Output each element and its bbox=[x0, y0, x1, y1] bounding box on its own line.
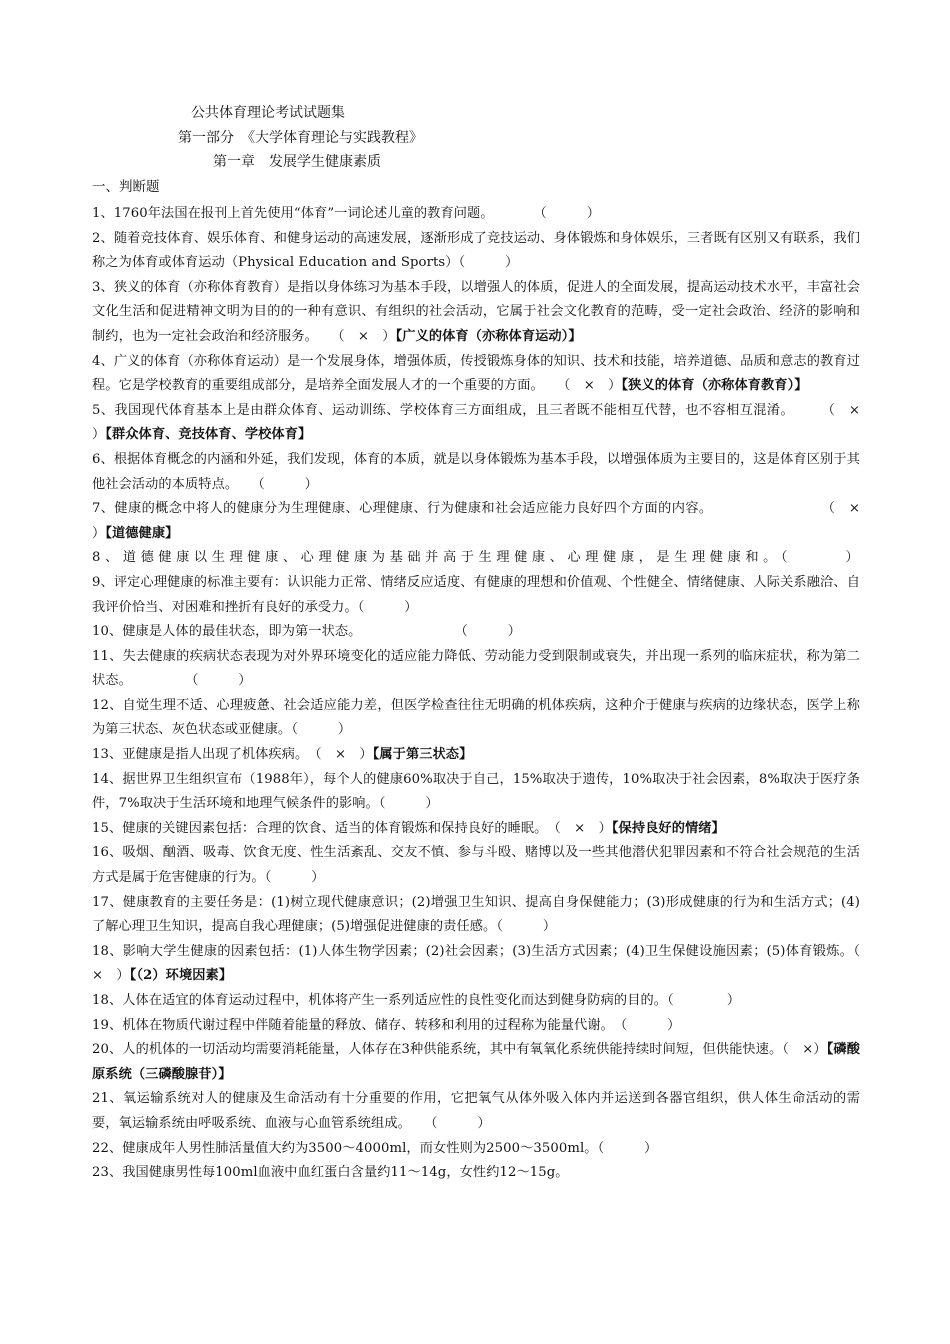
section-heading: 一、判断题 bbox=[92, 179, 160, 195]
question-text: 8、道德健康以生理健康、心理健康为基础并高于生理健康、心理健康，是生理健康和。（ ） bbox=[92, 550, 864, 566]
question-item bbox=[92, 1038, 860, 1087]
question-item bbox=[92, 202, 860, 227]
question-item bbox=[92, 546, 864, 571]
question-item bbox=[92, 1087, 860, 1136]
question-text: 2、随着竞技体育、娱乐体育、和健身运动的高速发展，逐渐形成了竞技运动、身体锻炼和身体娱乐，三者既有区别又有联系，我们称之为体育或体育运动（Physical Education and Sports）（ ） bbox=[92, 230, 860, 271]
question-text: 21、氧运输系统对人的健康及生命活动有十分重要的作用，它把氧气从体外吸入体内并运送到各器官组织，供人体生命活动的需要，氧运输系统由呼吸系统、血液与心血管系统组成。 （ ） bbox=[92, 1091, 860, 1131]
document-title: 公共体育理论考试试题集 bbox=[191, 105, 345, 121]
question-item bbox=[92, 841, 860, 890]
question-text: 4、广义的体育（亦称体育运动）是一个发展身体，增强体质，传授锻炼身体的知识、技术和技能，培养道德、品质和意志的教育过程。它是学校教育的重要组成部分，是培养全面发展人才的一个重要的方面。 （ × ） bbox=[92, 353, 860, 394]
question-text: 16、吸烟、酗酒、吸毒、饮食无度、性生活紊乱、交友不慎、参与斗殴、赌博以及一些其他潜伏犯罪因素和不符合社会规范的生活方式是属于危害健康的行为。（ ） bbox=[92, 845, 860, 886]
question-item bbox=[92, 645, 860, 694]
question-item bbox=[92, 768, 860, 817]
chapter-heading: 第一章 发展学生健康素质 bbox=[213, 154, 381, 170]
question-item bbox=[92, 1161, 860, 1186]
question-item bbox=[92, 399, 874, 448]
question-item bbox=[92, 817, 860, 842]
answer-correction: 【（2）环境因素】 bbox=[129, 968, 233, 984]
question-text: 10、健康是人体的最佳状态，即为第一状态。 （ ） bbox=[92, 624, 521, 640]
question-item bbox=[92, 694, 860, 743]
question-text: 13、亚健康是指人出现了机体疾病。 （ × ） bbox=[92, 747, 373, 763]
question-item bbox=[92, 276, 860, 350]
question-text: 17、健康教育的主要任务是：(1)树立现代健康意识；(2)增强卫生知识、提高自身保健能力；(3)形成健康的行为和生活方式；(4)了解心理卫生知识，提高自我心理健康；(5)增强促进健康的责任感。（ ） bbox=[92, 894, 860, 935]
question-item bbox=[92, 620, 860, 645]
question-text: 6、根据体育概念的内涵和外延，我们发现，体育的本质，就是以身体锻炼为基本手段，以增强体质为主要目的，这是体育区别于其他社会活动的本质特点。 （ ） bbox=[92, 451, 860, 492]
question-text: 9、评定心理健康的标准主要有：认识能力正常、情绪反应适度、有健康的理想和价值观、个性健全、情绪健康、人际关系融洽、自我评价恰当、对困难和挫折有良好的承受力。（ ） bbox=[92, 574, 860, 615]
question-text: 18、人体在适宜的体育运动过程中，机体将产生一系列适应性的良性变化而达到健身防病的目的。（ ） bbox=[92, 993, 741, 1008]
question-text: 7、健康的概念中将人的健康分为生理健康、心理健康、行为健康和社会适应能力良好四个方面的内容。 （ × ） bbox=[92, 501, 874, 541]
answer-correction: 【狭义的体育（亦称体育教育）】 bbox=[621, 378, 808, 394]
question-text: 20、人的机体的一切活动均需要消耗能量，人体存在3种供能系统，其中有氧氧化系统供能持续时间短，但供能快速。（ ×） bbox=[92, 1042, 827, 1058]
question-list bbox=[92, 202, 874, 1186]
question-text: 19、机体在物质代谢过程中伴随着能量的释放、储存、转移和利用的过程称为能量代谢。 （ ） bbox=[92, 1017, 681, 1033]
question-item bbox=[92, 940, 874, 989]
question-text: 18、影响大学生健康的因素包括：(1)人体生物学因素；(2)社会因素；(3)生活方式因素；(4)卫生保健设施因素；(5)体育锻炼。（ × ） bbox=[92, 943, 874, 984]
answer-correction: 【群众体育、竞技体育、学校体育】 bbox=[105, 427, 312, 443]
answer-correction: 【属于第三状态】 bbox=[372, 747, 473, 763]
question-item bbox=[92, 448, 860, 497]
question-text: 23、我国健康男性每100ml血液中血红蛋白含量约11～14g，女性约12～15g。 bbox=[92, 1165, 569, 1181]
question-item bbox=[92, 891, 860, 940]
question-text: 1、1760年法国在报刊上首先使用“体育”一词论述儿童的教育问题。 （ ） bbox=[92, 206, 600, 221]
question-item bbox=[92, 571, 860, 620]
question-item bbox=[92, 350, 860, 399]
answer-correction: 【广义的体育（亦称体育运动）】 bbox=[395, 328, 582, 344]
question-item bbox=[92, 227, 860, 276]
question-text: 14、据世界卫生组织宣布（1988年），每个人的健康60%取决于自己，15%取决于遗传，10%取决于社会因素，8%取决于医疗条件，7%取决于生活环境和地理气候条件的影响。（ ） bbox=[92, 771, 860, 812]
part-heading: 第一部分 《大学体育理论与实践教程》 bbox=[178, 130, 423, 146]
question-text: 5、我国现代体育基本上是由群众体育、运动训练、学校体育三方面组成，且三者既不能相互代替，也不容相互混淆。 （ × ） bbox=[92, 402, 874, 443]
question-item bbox=[92, 743, 860, 768]
question-item bbox=[92, 1014, 860, 1039]
question-text: 12、自觉生理不适、心理疲惫、社会适应能力差，但医学检查往往无明确的机体疾病，这种介于健康与疾病的边缘状态，医学上称为第三状态、灰色状态或亚健康。（ ） bbox=[92, 697, 860, 738]
question-item bbox=[92, 1137, 860, 1162]
question-text: 3、狭义的体育（亦称体育教育）是指以身体练习为基本手段，以增强人的体质，促进人的全面发展，提高运动技术水平，丰富社会文化生活和促进精神文明为目的的一种有意识、有组织的社会活动，它属于社会文化教育的范畴，受一定社会政治、经济的影响和制约，也为一定社会政治和经济服务。 （ × ） bbox=[92, 279, 860, 344]
question-text: 15、健康的关键因素包括：合理的饮食、适当的体育锻炼和保持良好的睡眠。 （ × ） bbox=[92, 820, 612, 836]
question-item bbox=[92, 989, 860, 1014]
question-text: 22、健康成年人男性肺活量值大约为3500～4000ml，而女性则为2500～3500ml。（ ） bbox=[92, 1140, 658, 1156]
answer-correction: 【磷酸原系统（三磷酸腺苷）】 bbox=[92, 1042, 860, 1082]
question-item bbox=[92, 497, 874, 546]
question-text: 11、失去健康的疾病状态表现为对外界环境变化的适应能力降低、劳动能力受到限制或衰失，并出现一系列的临床症状，称为第二状态。 （ ） bbox=[92, 648, 860, 689]
answer-correction: 【道德健康】 bbox=[105, 525, 179, 541]
answer-correction: 【保持良好的情绪】 bbox=[611, 820, 725, 836]
